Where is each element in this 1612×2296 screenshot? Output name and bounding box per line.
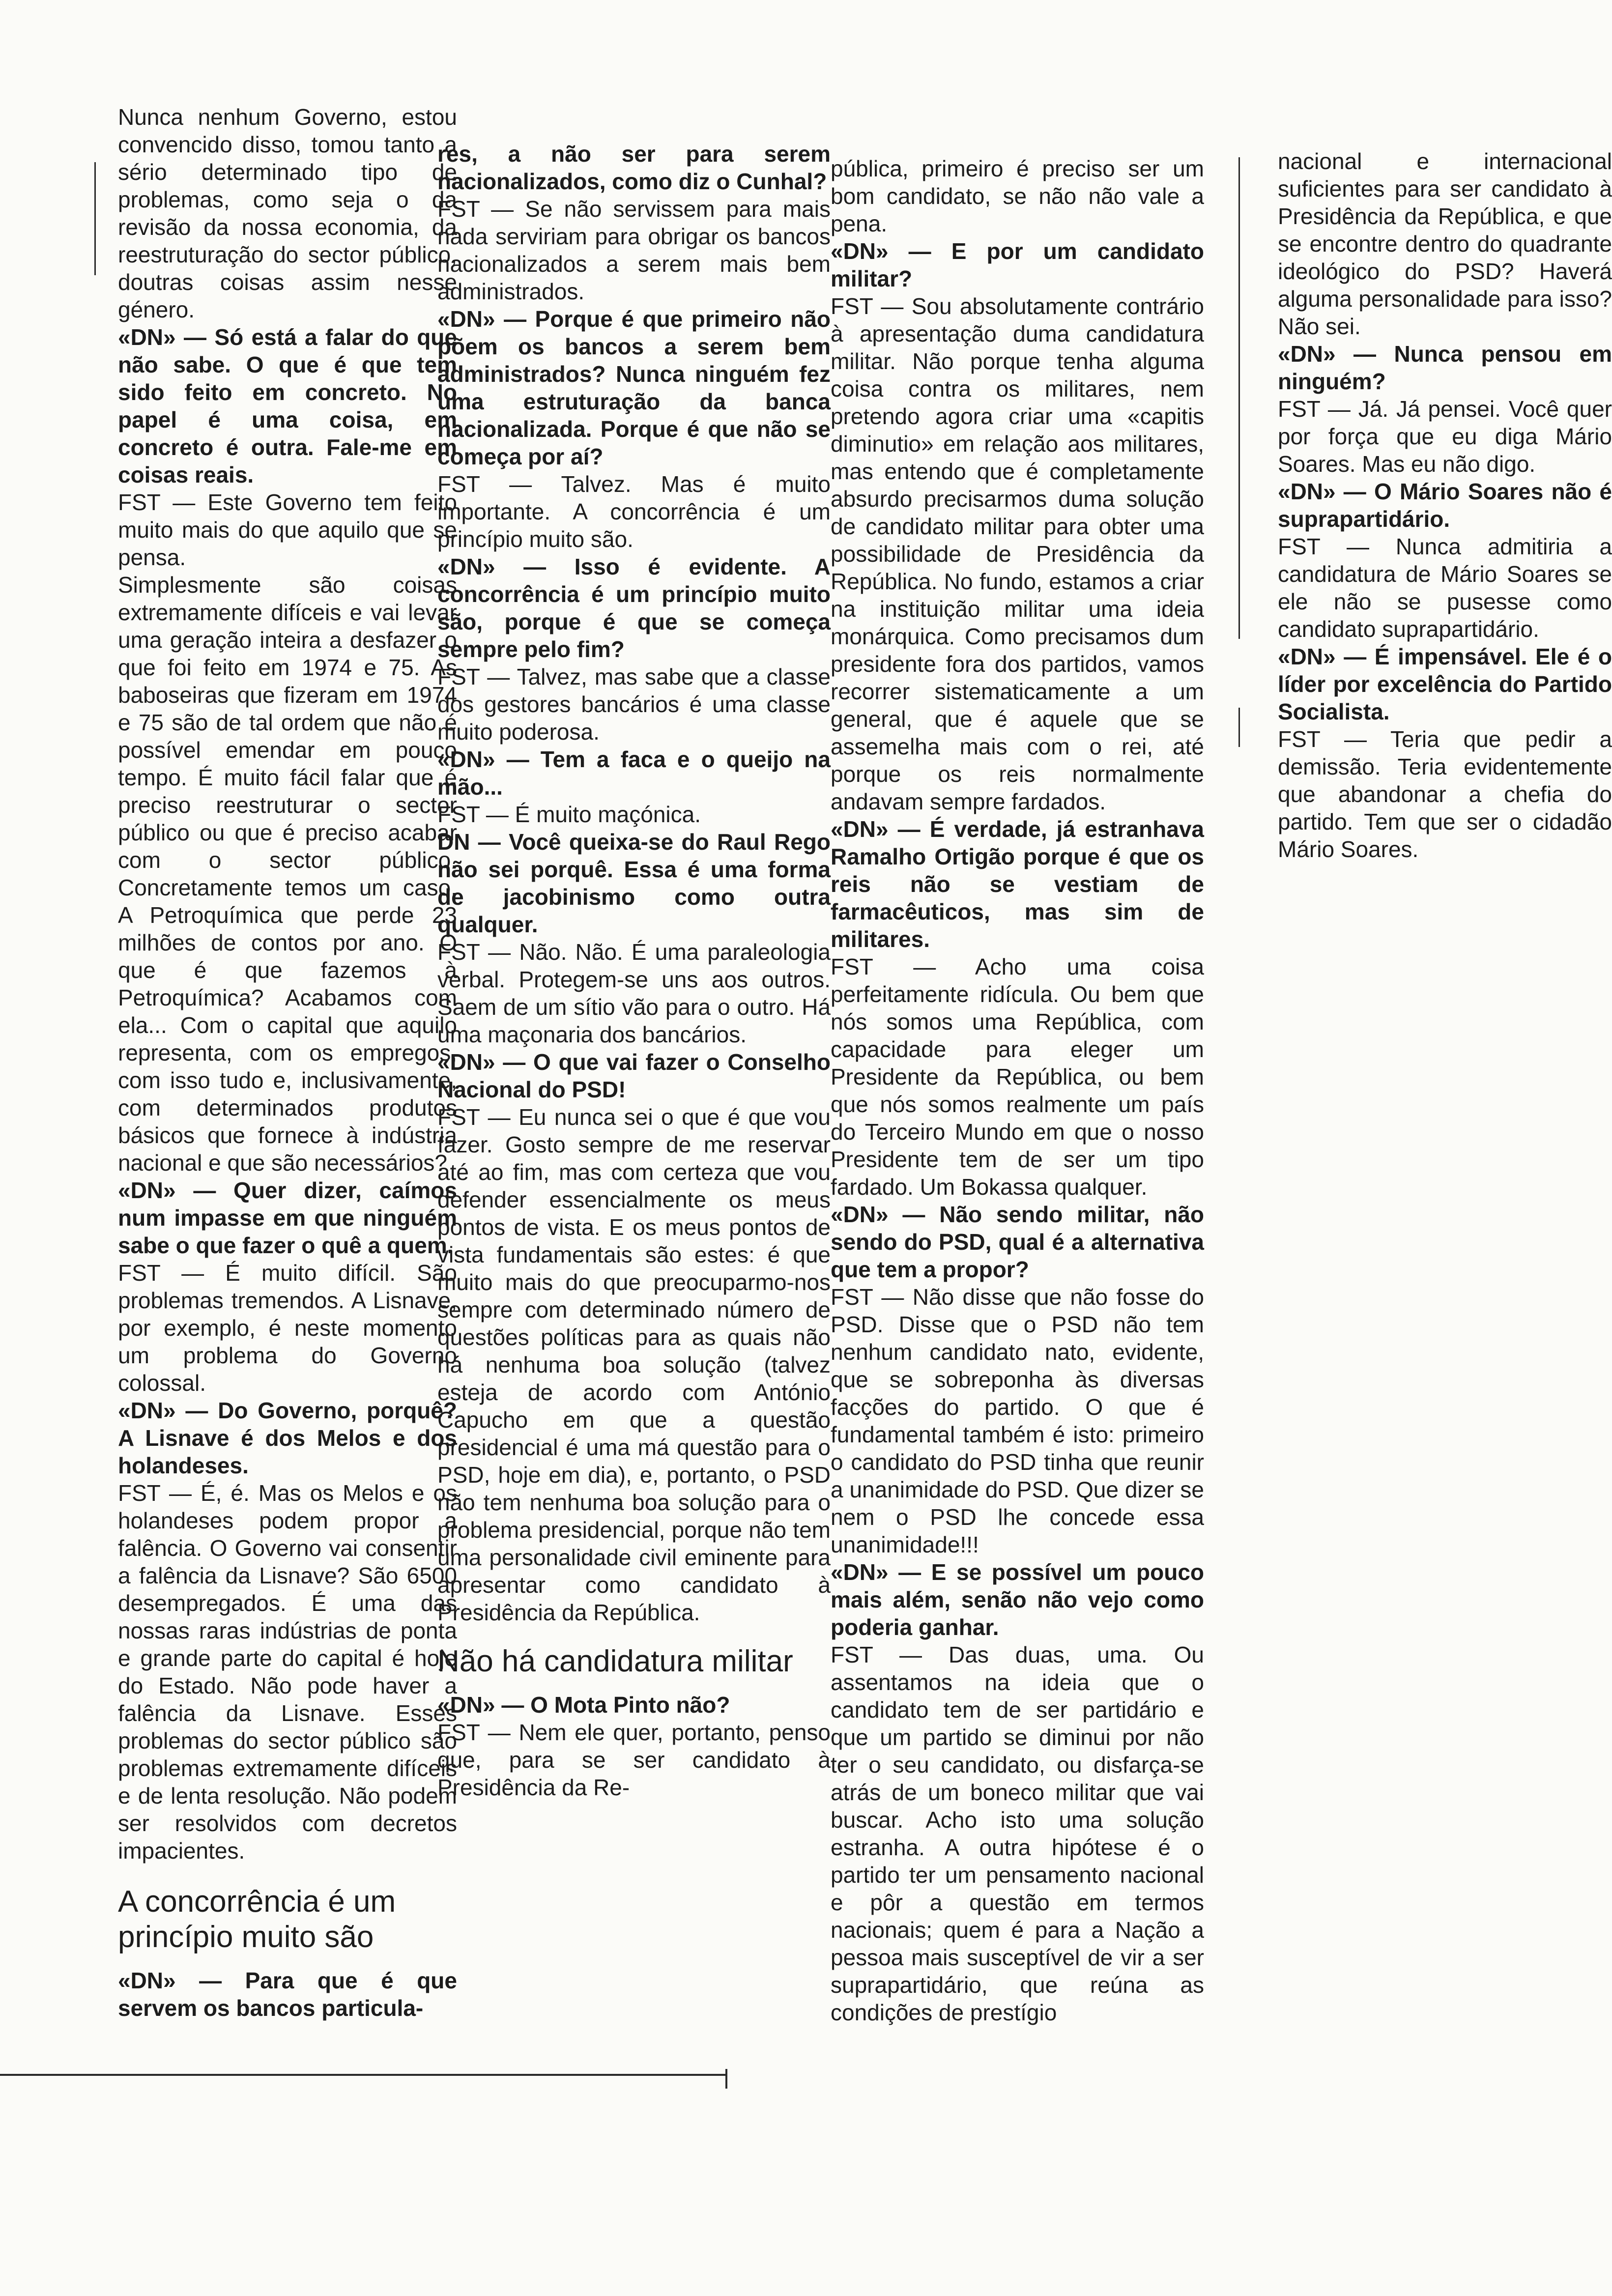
column-divider <box>1238 708 1240 747</box>
paragraph: Simplesmente são coisas extremamente difíceis e vai levar uma geração inteira a desfazer o que foi feito em 1974 e 75. As baboseiras que fizeram em 1974 e 75 são de tal ordem que não é possível emendar em pouco tempo. É muito fácil falar que é preciso reestruturar o sector público ou que é preciso acabar com o sector público. Concretamente temos um caso. A Petroquímica que perde 23 milhões de contos por ano. O que é que fazemos à Petroquímica? Acabamos com ela... Com o capital que aquilo representa, com os empregos, com isso tudo e, inclusivamente, com determinados produtos básicos que fornece à indústria nacional e que são necessários? <box>118 572 457 1176</box>
paragraph: FST — Nunca admitiria a candidatura de Mário Soares se ele não se pusesse como candidato suprapartidário. <box>1278 534 1612 642</box>
paragraph: FST — Este Governo tem feito muito mais do que aquilo que se pensa. <box>118 489 457 570</box>
column-3 <box>831 155 1204 2026</box>
paragraph: FST — É, é. Mas os Melos e os holandeses podem propor a falência. O Governo vai consentir a falência da Lisnave? São 6500 desempregados. É uma das nossas raras indústrias de ponta e grande parte do capital é hoje do Estado. Não pode haver a falência da Lisnave. Esses problemas do sector público são problemas extremamente difíceis e de lenta resolução. Não podem ser resolvidos com decretos impacientes. <box>118 1480 457 1864</box>
column-4 <box>1278 147 1612 863</box>
bottom-rule-tick <box>725 2069 727 2089</box>
paragraph: FST — É muito maçónica. <box>437 802 701 827</box>
subheading: Não há candidatura militar <box>437 1644 793 1678</box>
question-paragraph: «DN» — É impensável. Ele é o líder por excelência do Partido Socialista. <box>1278 644 1612 724</box>
question-paragraph: «DN» — Só está a falar do que não sabe. O que é que tem sido feito em concreto. No papel é uma coisa, em concreto é outra. Fale-me em coisas reais. <box>118 324 457 488</box>
paragraph: pública, primeiro é preciso ser um bom candidato, se não não vale a pena. <box>831 156 1204 236</box>
question-paragraph: DN — Você queixa-se do Raul Rego não sei porquê. Essa é uma forma de jacobinismo como outra qualquer. <box>437 829 831 937</box>
question-paragraph: «DN» — Do Governo, porquê? A Lisnave é dos Melos e dos holandeses. <box>118 1398 457 1478</box>
subheading: A concorrência é um princípio muito são <box>118 1885 396 1954</box>
question-paragraph: res, a não ser para serem nacionalizados, como diz o Cunhal? <box>437 141 831 194</box>
paragraph: FST — Não. Não. É uma paraleologia verbal. Protegem-se uns aos outros. Saem de um sítio vão para o outro. Há uma maçonaria dos bancários. <box>437 939 831 1047</box>
paragraph: FST — Se não servissem para mais nada serviriam para obrigar os bancos nacionalizados a serem mais bem administrados. <box>437 196 831 304</box>
question-paragraph: «DN» — E se possível um pouco mais além, senão não vejo como poderia ganhar. <box>831 1559 1204 1640</box>
question-paragraph: «DN» — Quer dizer, caímos num impasse em que ninguém sabe o que fazer o quê a quem. <box>118 1177 457 1258</box>
paragraph: FST — Acho uma coisa perfeitamente ridícula. Ou bem que nós somos uma República, com capacidade para eleger um Presidente da República, ou bem que nós somos realmente um país do Terceiro Mundo em que o nosso Presidente tem de ser um tipo fardado. Um Bokassa qualquer. <box>831 954 1204 1200</box>
column-2 <box>437 140 831 1801</box>
paragraph: FST — Eu nunca sei o que é que vou fazer. Gosto sempre de me reservar até ao fim, mas com certeza que vou defender essencialmente os meus pontos de vista. E os meus pontos de vista fundamentais são estes: é que muito mais do que preocuparmo-nos sempre com determinado número de questões políticas para as quais não há nenhuma boa solução (talvez esteja de acordo com António Capucho em que a questão presidencial é uma má questão para o PSD, hoje em dia), e, portanto, o PSD não tem nenhuma boa solução para o problema presidencial, porque não tem uma personalidade civil eminente para apresentar como candidato à Presidência da República. <box>437 1104 831 1625</box>
question-paragraph: «DN» — Isso é evidente. A concorrência é um princípio muito são, porque é que se começa sempre pelo fim? <box>437 554 831 662</box>
paragraph: FST — Já. Já pensei. Você quer por força que eu diga Mário Soares. Mas eu não digo. <box>1278 396 1612 477</box>
question-paragraph: «DN» — Nunca pensou em ninguém? <box>1278 341 1612 394</box>
question-paragraph: «DN» — O Mário Soares não é suprapartidário. <box>1278 479 1612 532</box>
paragraph: FST — Das duas, uma. Ou assentamos na ideia que o candidato tem de ser partidário e que um partido se diminui por não ter o seu candidato, ou disfarça-se atrás de um boneco militar que vai buscar. Acho isto uma solução estranha. A outra hipótese é o partido ter um pensamento nacional e pôr a questão em termos nacionais; quem é para a Nação a pessoa mais susceptível de vir a ser suprapartidário, que reúna as condições de prestígio <box>831 1642 1204 2025</box>
question-paragraph: «DN» — O Mota Pinto não? <box>437 1692 730 1718</box>
question-paragraph: «DN» — E por um candidato militar? <box>831 238 1204 291</box>
bottom-rule <box>0 2074 727 2076</box>
question-paragraph: «DN» — Porque é que primeiro não põem os bancos a serem bem administrados? Nunca ninguém fez uma estruturação da banca nacionalizada. Porque é que não se começa por aí? <box>437 306 831 469</box>
question-paragraph: «DN» — É verdade, já estranhava Ramalho Ortigão porque é que os reis não se vestiam de farmacêuticos, mas sim de militares. <box>831 816 1204 952</box>
paragraph: FST — Talvez, mas sabe que a classe dos gestores bancários é uma classe muito poderosa. <box>437 664 831 745</box>
paragraph: nacional e internacional suficientes para ser candidato à Presidência da República, e que se encontre dentro do quadrante ideológico do PSD? Haverá alguma personalidade para isso? Não sei. <box>1278 148 1612 339</box>
paragraph: FST — Talvez. Mas é muito importante. A concorrência é um princípio muito são. <box>437 471 831 552</box>
left-margin-line <box>94 162 96 275</box>
question-paragraph: «DN» — Não sendo militar, não sendo do PSD, qual é a alternativa que tem a propor? <box>831 1202 1204 1282</box>
paragraph: FST — Nem ele quer, portanto, penso que, para se ser candidato à Presidência da Re- <box>437 1720 831 1800</box>
paragraph: FST — Não disse que não fosse do PSD. Disse que o PSD não tem nenhum candidato nato, evidente, que se sobreponha às diversas facções do partido. O que é fundamental também é isto: primeiro o candidato do PSD tinha que reunir a unanimidade do PSD. Que dizer se nem o PSD lhe concede essa unanimidade!!! <box>831 1284 1204 1557</box>
question-paragraph: «DN» — Tem a faca e o queijo na mão... <box>437 746 831 800</box>
paragraph: FST — Teria que pedir a demissão. Teria evidentemente que abandonar a chefia do partido. Tem que ser o cidadão Mário Soares. <box>1278 726 1612 862</box>
column-divider <box>1238 157 1240 639</box>
question-paragraph: «DN» — O que vai fazer o Conselho Nacional do PSD! <box>437 1049 831 1102</box>
paragraph: FST — É muito difícil. São problemas tremendos. A Lisnave, por exemplo, é neste momento um problema do Governo colossal. <box>118 1260 457 1396</box>
paragraph: FST — Sou absolutamente contrário à apresentação duma candidatura militar. Não porque tenha alguma coisa contra os militares, nem pretendo agora criar uma «capitis diminutio» em relação aos militares, mas entendo que é completamente absurdo precisarmos duma solução de candidato militar para obter uma possibilidade de Presidência da República. No fundo, estamos a criar na instituição militar uma ideia monárquica. Como precisamos dum presidente fora dos partidos, vamos recorrer sistematicamente a um general, que é aquele que se assemelha mais com o rei, até porque os reis normalmente andavam sempre fardados. <box>831 293 1204 814</box>
paragraph: Nunca nenhum Governo, estou convencido disso, tomou tanto a sério determinado tipo de problemas, como seja o da revisão da nossa economia, da reestruturação do sector público, doutras coisas assim nesse género. <box>118 104 457 322</box>
column-1-body <box>118 103 457 1865</box>
column-1 <box>118 103 457 2022</box>
question-paragraph: «DN» — Para que é que servem os bancos particula- <box>118 1968 457 2021</box>
